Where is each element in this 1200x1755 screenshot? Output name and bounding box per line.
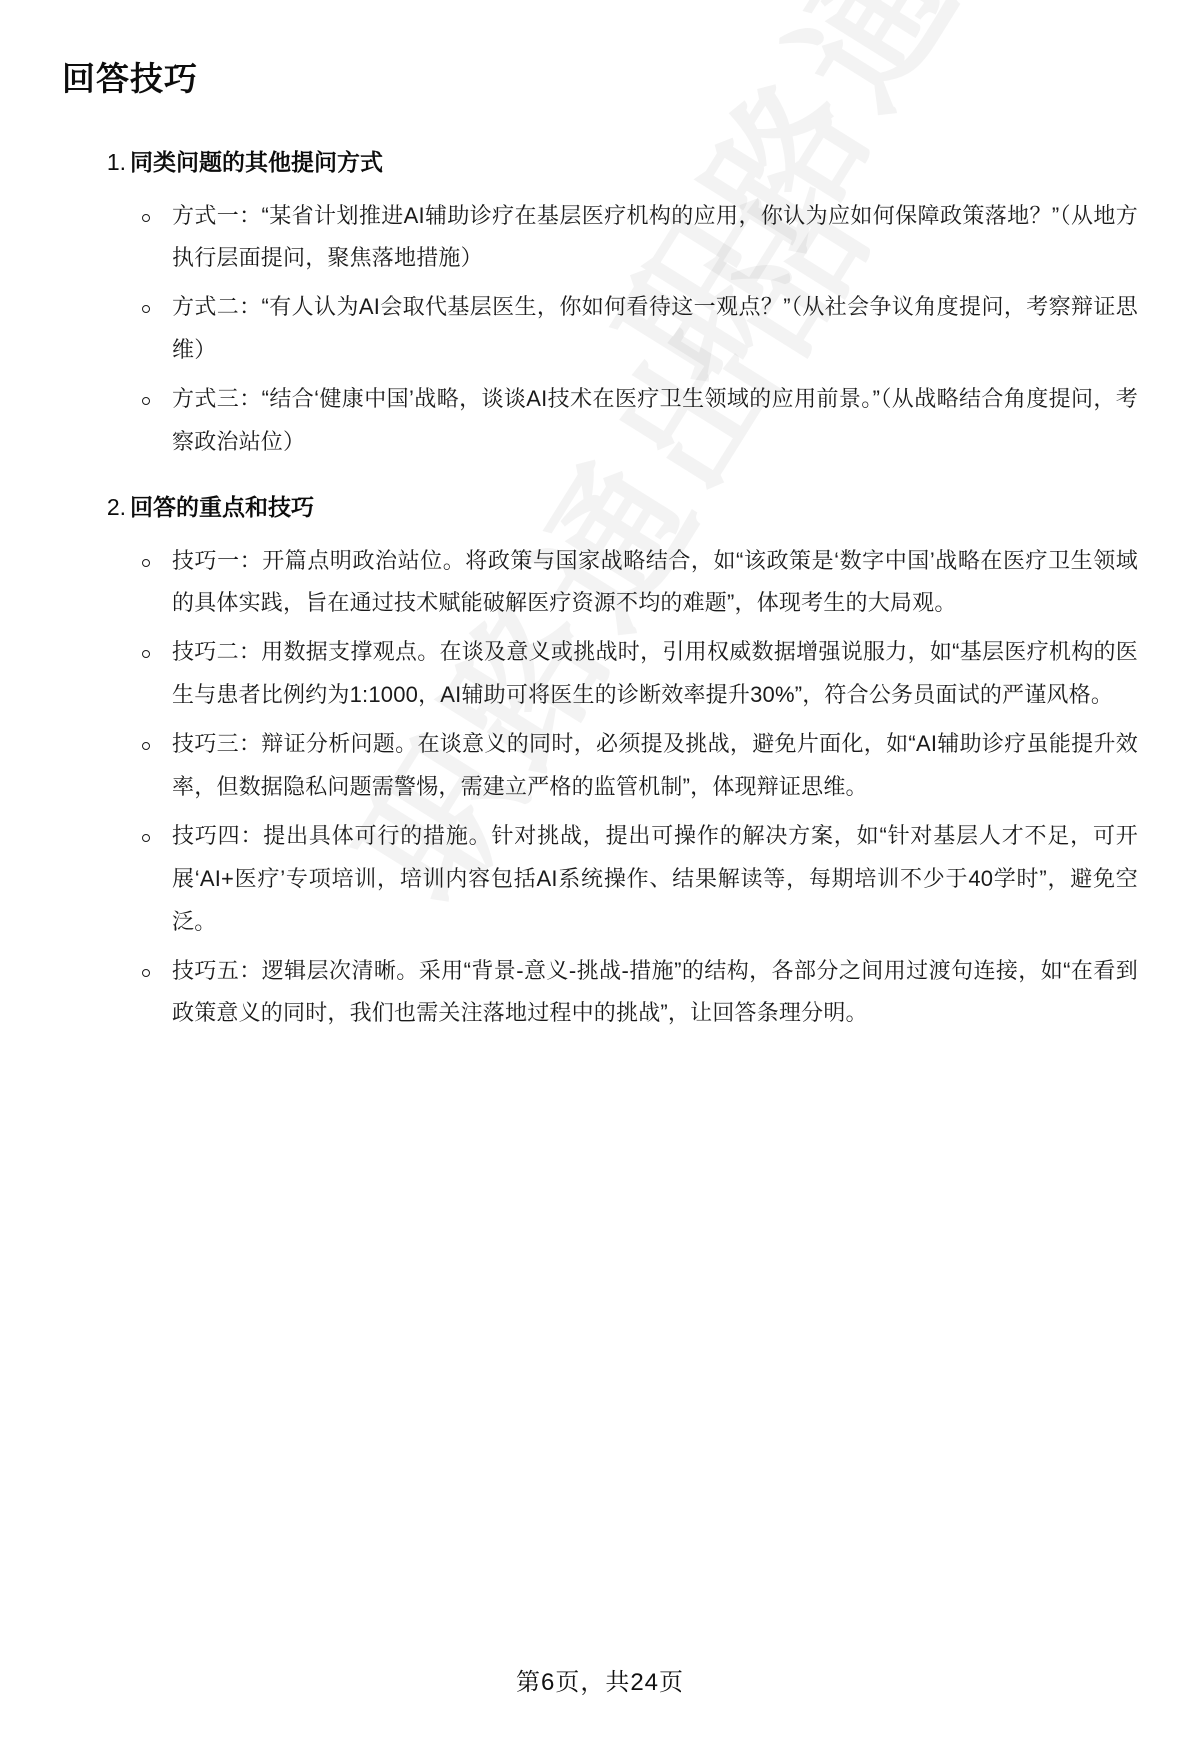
list-item: 技巧三：辩证分析问题。在谈意义的同时，必须提及挑战，避免片面化，如“AI辅助诊疗虽能提升效率，但数据隐私问题需警惕，需建立严格的监管机制”，体现辩证思维。 [138,723,1138,809]
page-footer: 第6页，共24页 [515,1669,685,1696]
section-2 [62,490,1138,1035]
page-title: 回答技巧 [62,60,198,97]
section-1-heading [62,145,1138,181]
section-1-number: 1. [106,148,126,175]
section-2-number: 2. [106,493,126,520]
list-item: 技巧一：开篇点明政治站位。将政策与国家战略结合，如“该政策是‘数字中国’战略在医疗卫生领域的具体实践，旨在通过技术赋能破解医疗资源不均的难题”，体现考生的大局观。 [138,540,1138,626]
list-item: 技巧二：用数据支撑观点。在谈及意义或挑战时，引用权威数据增强说服力，如“基层医疗机构的医生与患者比例约为1:1000，AI辅助可将医生的诊断效率提升30%”，符合公务员面试的严谨风格。 [138,631,1138,717]
list-item: 方式一：“某省计划推进AI辅助诊疗在基层医疗机构的应用，你认为应如何保障政策落地？”（从地方执行层面提问，聚焦落地措施） [138,195,1138,281]
list-item: 技巧四：提出具体可行的措施。针对挑战，提出可操作的解决方案，如“针对基层人才不足，可开展‘AI+医疗’专项培训，培训内容包括AI系统操作、结果解读等，每期培训不少于40学时”，避免空泛。 [138,815,1138,944]
section-list [62,145,1138,1035]
section-2-heading [62,490,1138,526]
section-1-heading-text: 同类问题的其他提问方式 [130,148,383,175]
section-2-heading-text: 回答的重点和技巧 [130,493,314,520]
section-1 [62,145,1138,464]
section-1-bullets [62,195,1138,464]
section-2-bullets [62,540,1138,1036]
list-item: 技巧五：逻辑层次清晰。采用“背景-意义-挑战-措施”的结构，各部分之间用过渡句连接，如“在看到政策意义的同时，我们也需关注落地过程中的挑战”，让回答条理分明。 [138,950,1138,1036]
list-item: 方式二：“有人认为AI会取代基层医生，你如何看待这一观点？”（从社会争议角度提问，考察辩证思维） [138,286,1138,372]
list-item: 方式三：“结合‘健康中国’战略，谈谈AI技术在医疗卫生领域的应用前景。”（从战略结合角度提问，考察政治站位） [138,378,1138,464]
